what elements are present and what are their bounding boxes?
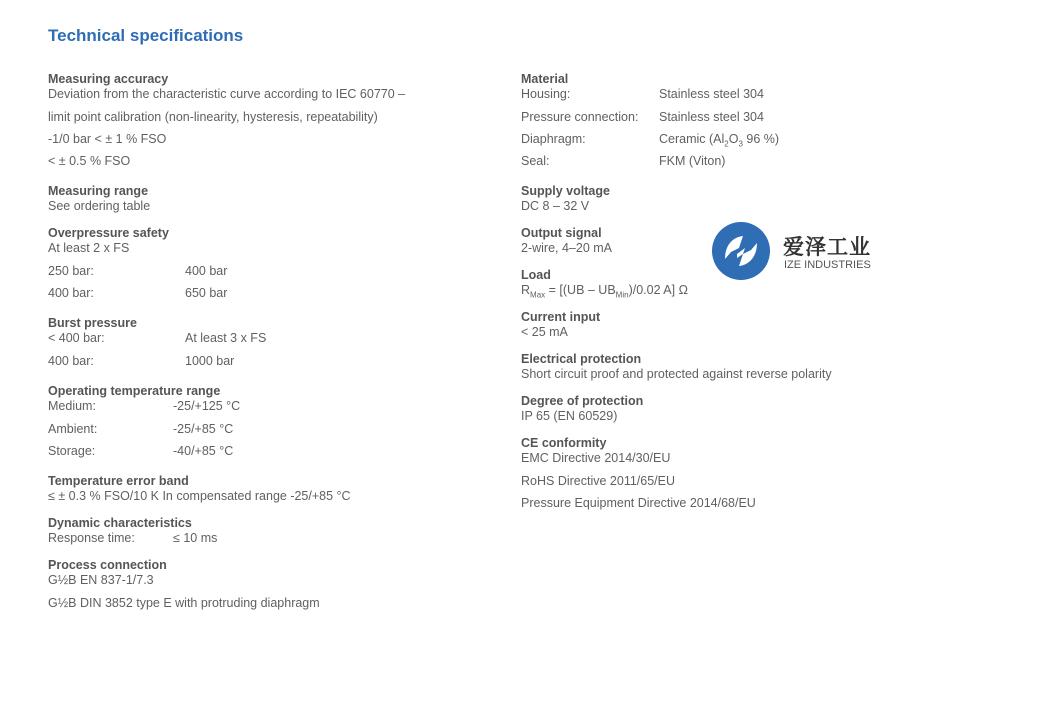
spec-line: Pressure Equipment Directive 2014/68/EU: [521, 496, 756, 510]
spec-row: [48, 418, 478, 440]
spec-key: Diaphragm:: [521, 132, 586, 146]
spec-row: [48, 331, 478, 346]
logo-english-text: IZE INDUSTRIES: [784, 259, 871, 271]
spec-value: 650 bar: [185, 286, 228, 300]
spec-line: At least 2 x FS: [48, 241, 130, 255]
spec-value: 400 bar: [185, 264, 228, 278]
spec-value: Stainless steel 304: [659, 87, 764, 101]
section-measuring-accuracy: [48, 72, 478, 172]
section-supply-voltage: [521, 184, 961, 214]
spec-key: Response time:: [48, 531, 135, 545]
spec-line: DC 8 – 32 V: [521, 199, 590, 213]
section-heading: Supply voltage: [521, 184, 610, 198]
spec-key: Pressure connection:: [521, 110, 639, 124]
spec-value: -40/+85 °C: [173, 444, 234, 458]
spec-line: Deviation from the characteristic curve according to IEC 60770 –: [48, 87, 406, 101]
spec-line: See ordering table: [48, 199, 151, 213]
section-heading: Current input: [521, 310, 601, 324]
spec-line: Short circuit proof and protected against reverse polarity: [521, 367, 832, 381]
section-temperature-error-band: [48, 474, 478, 504]
spec-value: ≤ 10 ms: [173, 531, 218, 545]
spec-key: 400 bar:: [48, 354, 94, 368]
spec-row: [48, 531, 478, 546]
load-formula: $R_{Max} = [(UB - UB_{Min})/0.02$ A] Ω: [521, 283, 688, 300]
spec-line: EMC Directive 2014/30/EU: [521, 451, 671, 465]
section-heading: Measuring range: [48, 184, 149, 198]
section-heading: Overpressure safety: [48, 226, 169, 240]
spec-value: -25/+85 °C: [173, 422, 234, 436]
spec-row: [48, 399, 478, 414]
section-heading: Output signal: [521, 226, 602, 240]
spec-key: Storage:: [48, 444, 96, 458]
section-heading: Dynamic characteristics: [48, 516, 192, 530]
section-ce-conformity: [521, 436, 961, 514]
spec-line: < ± 0.5 % FSO: [48, 154, 131, 168]
section-overpressure-safety: [48, 226, 478, 304]
spec-line: limit point calibration (non-linearity, hysteresis, repeatability): [48, 110, 378, 124]
spec-line: < 25 mA: [521, 325, 568, 339]
page-title: Technical specifications: [48, 26, 244, 45]
spec-row: [48, 350, 478, 372]
section-heading: Degree of protection: [521, 394, 644, 408]
company-logo: [711, 221, 901, 283]
left-column: [48, 72, 478, 626]
section-heading: Material: [521, 72, 569, 86]
spec-line: G½B EN 837-1/7.3: [48, 573, 154, 587]
spec-key: 250 bar:: [48, 264, 94, 278]
section-current-input: [521, 310, 961, 340]
section-heading: Temperature error band: [48, 474, 189, 488]
section-heading: Process connection: [48, 558, 167, 572]
spec-key: < 400 bar:: [48, 331, 105, 345]
section-measuring-range: [48, 184, 478, 214]
spec-line: G½B DIN 3852 type E with protruding diaphragm: [48, 596, 320, 610]
spec-value: Stainless steel 304: [659, 110, 764, 124]
spec-row: [48, 282, 478, 304]
section-operating-temperature: [48, 384, 478, 462]
spec-line: -1/0 bar < ± 1 % FSO: [48, 132, 167, 146]
spec-value: Ceramic ($Al_2O_3$ 96 %): [659, 132, 780, 149]
section-material: [521, 72, 961, 172]
spec-row: [521, 150, 961, 172]
section-heading: Electrical protection: [521, 352, 642, 366]
section-heading: Burst pressure: [48, 316, 137, 330]
spec-value: At least 3 x FS: [185, 331, 267, 345]
spec-row: [521, 87, 961, 102]
section-heading: CE conformity: [521, 436, 607, 450]
logo-mark-icon: [711, 221, 771, 281]
logo-chinese-text: 爱泽工业: [783, 236, 871, 259]
spec-key: Ambient:: [48, 422, 98, 436]
spec-value: FKM (Viton): [659, 154, 726, 168]
spec-line: ≤ ± 0.3 % FSO/10 K In compensated range -25/+85 °C: [48, 489, 351, 503]
spec-row: [48, 260, 478, 282]
section-process-connection: [48, 558, 478, 614]
section-dynamic-characteristics: [48, 516, 478, 546]
spec-line: IP 65 (EN 60529): [521, 409, 618, 423]
section-burst-pressure: [48, 316, 478, 372]
spec-key: Medium:: [48, 399, 96, 413]
spec-row: [521, 128, 961, 150]
section-degree-of-protection: [521, 394, 961, 424]
spec-key: Seal:: [521, 154, 550, 168]
spec-line: 2-wire, 4–20 mA: [521, 241, 613, 255]
spec-value: 1000 bar: [185, 354, 235, 368]
spec-line: RoHS Directive 2011/65/EU: [521, 474, 676, 488]
right-column: [521, 72, 961, 526]
spec-key: 400 bar:: [48, 286, 94, 300]
section-heading: Load: [521, 268, 551, 282]
spec-row: [521, 106, 961, 128]
section-heading: Operating temperature range: [48, 384, 221, 398]
spec-key: Housing:: [521, 87, 571, 101]
section-electrical-protection: [521, 352, 961, 382]
spec-row: [48, 440, 478, 462]
spec-value: -25/+125 °C: [173, 399, 241, 413]
section-heading: Measuring accuracy: [48, 72, 169, 86]
